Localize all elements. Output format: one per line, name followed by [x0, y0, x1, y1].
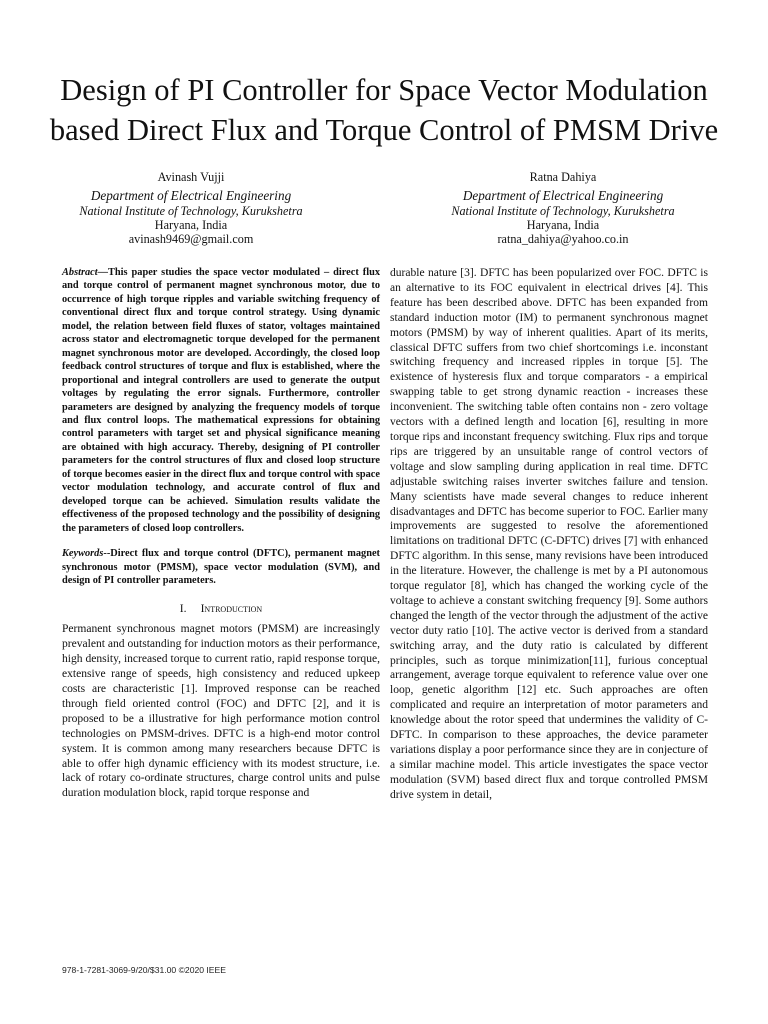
abstract-text: —This paper studies the space vector modulated – direct flux and torque control of permanent magnet synchronous motor, due to occurrence of high torque ripples and variable switching frequency of conventional direct flux and torque control strategy. Using dynamic model, the relation between field fluxes of stator, voltages maintained across stator and electromagnetic torque developed for the permanent magnet synchronous motor are developed. Accordingly, the closed loop feedback control structures of torque and flux is established, where the proportional and integral controllers are used to generate the output voltages by regulating the error signals. Furthermore, controller parameters are designed by analyzing the frequency models of torque and flux control loops. The mathematical expressions for obtaining control parameters with target set and physical significance meaning are obtained with high accuracy. Thereby, designing of PI controller parameters for the control structures of flux and closed loop structure of torque becomes easier in the direct flux and torque control with space vector modulation technology, and accurate control of flux and developed torque can be achieved. Simulation results validate the effectiveness of the proposed technology and the possibility of designing the parameters of closed loop controllers. — [62, 267, 380, 534]
author-block-1 — [26, 170, 356, 246]
abstract-lead: Abstract — [62, 267, 98, 278]
keywords — [62, 547, 380, 587]
left-column — [62, 266, 380, 801]
author-department: Department of Electrical Engineering — [462, 188, 664, 203]
author-institution: National Institute of Technology, Kurukshetra — [79, 204, 303, 218]
author-institution: National Institute of Technology, Kurukshetra — [451, 204, 675, 218]
author-location: Haryana, India — [154, 218, 228, 232]
section-title: Introduction — [200, 602, 263, 616]
section-heading-introduction — [62, 602, 380, 616]
keywords-text: --Direct flux and torque control (DFTC), permanent magnet synchronous motor (PMSM), space vector modulation (SVM), and design of PI controller parameters. — [62, 548, 380, 586]
author-name: Ratna Dahiya — [529, 170, 597, 184]
author-name: Avinash Vujji — [157, 170, 225, 184]
copyright-footer: 978-1-7281-3069-9/20/$31.00 ©2020 IEEE — [62, 965, 227, 975]
section-number: I. — [179, 602, 187, 616]
keywords-lead: Keywords — [62, 548, 104, 560]
title-line-1: Design of PI Controller for Space Vector Modulation — [60, 73, 708, 107]
author-department: Department of Electrical Engineering — [90, 188, 292, 203]
author-email: ratna_dahiya@yahoo.co.in — [497, 232, 629, 246]
abstract — [62, 266, 380, 535]
author-location: Haryana, India — [526, 218, 600, 232]
title-line-2: based Direct Flux and Torque Control of PMSM Drive — [49, 113, 719, 147]
author-block-2 — [398, 170, 728, 246]
intro-paragraph-right: durable nature [3]. DFTC has been popularized over FOC. DFTC is an alternative to its FOC equivalent in electrical drives [4]. This feature has been described above. DFTC has been expanded from standard induction motor (IM) to permanent synchronous magnet motors (PMSM) by way of inherent qualities. Apart of its merits, classical DFTC suffers from two chief shortcomings i.e. inconstant switching frequency and increased ripples in torque [5]. The existence of hysteresis flux and torque comparators - a empirical swapping table to get strong dynamic reaction - increases these inconvenient. The switching table often contains non - zero voltage vectors with a defined length and location [6], resulting in more torque rips and inconstant frequency switching. Flux rips and torque rips are triggered by an unsuitable range of control vectors of voltage and slow sampling during application in real time. DFTC adjustable switching raises inverter switches failure and tension. Many scientists have made several changes to reduce inherent disadvantages and DFTC has become superior to FOC. Earlier many improvements are suggested to resolve the aforementioned limitations on traditional DFTC (C-DFTC) drives [7] with enhanced DFTC algorithm. In this sense, many revisions have been introduced in the literature. However, the challenge is met by a PI autonomous torque regulator [8], which has changed the working cycle of the voltage to achieve a constant switching frequency [9]. Some authors changed the length of the vector through the adjustment of the active vector duty ratio [10]. The active vector is derived from a standard switching array, and the duty ratio is calculated by different principles, such as torque minimization[11], furious conceptual arrangement, average torque equivalent to reference value over one loop, genetic algorithm [12] etc. Such approaches are often complicated and require an interpretation of motor parameters and knowledge about the rotor speed that undermines the validity of C-DFTC. In comparison to these approaches, the device parameter variations display a poor performance since they are in conjecture of a similar machine model. This article investigates the space vector modulation (SVM) based direct flux and torque controlled PMSM drive system in detail, — [390, 267, 708, 801]
intro-paragraph-left: Permanent synchronous magnet motors (PMSM) are increasingly prevalent and outstanding for induction motors as their performance, high density, increased torque to current ratio, rapid response torque, extensive range of speeds, high consistency and reduced upkeep costs are characteristic [1]. Improved response can be reached through field oriented control (FOC) and DFTC [2], and it is proposed to be a illustrative for high performance motion control technologies on PMSM-drives. DFTC is a high-end motor control system. It is common among many researchers because DFTC is able to offer high dynamic efficiency with its modest structure, i.e. lack of rotary co-ordinate structures, charge control units and pulse duration modulation block, rapid torque response and — [62, 623, 380, 800]
author-email: avinash9469@gmail.com — [128, 232, 254, 246]
right-column — [390, 266, 708, 803]
paper-title — [30, 70, 738, 150]
